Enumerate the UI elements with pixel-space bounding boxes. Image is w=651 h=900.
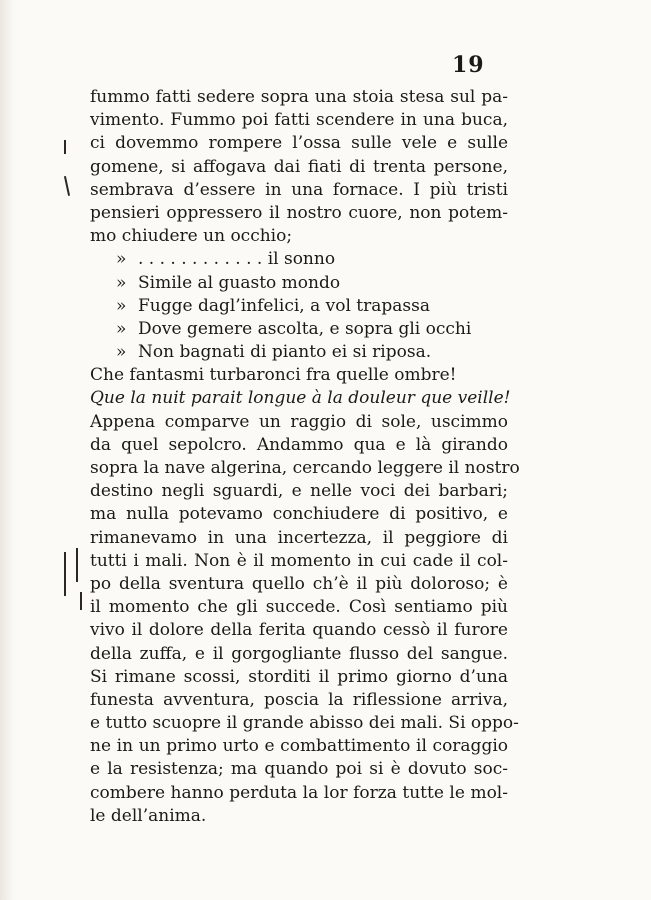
verse-line	[90, 341, 508, 364]
text-line: sembrava d’essere in una fornace. I più tristi	[90, 179, 508, 200]
verse-quote-mark: »	[116, 342, 127, 363]
text-line: il momento che gli succede. Così sentiamo più	[90, 597, 508, 618]
page-number: 19	[452, 52, 485, 78]
margin-pencil-mark	[64, 176, 70, 196]
text-line: Si rimane scossi, storditi il primo giorno d’una	[90, 666, 508, 687]
text-line: pensieri oppressero il nostro cuore, non potem-	[90, 202, 508, 223]
text-line: Che fantasmi turbaronci fra quelle ombre!	[90, 365, 457, 386]
page-edge-shadow	[0, 0, 14, 900]
text-line: da quel sepolcro. Andammo qua e là girando	[90, 434, 508, 455]
verse-quote-mark: »	[116, 295, 127, 316]
text-line: fummo fatti sedere sopra una stoia stesa sul pa-	[90, 87, 508, 107]
text-line: sopra la nave algerina, cercando leggere il nostro	[90, 458, 520, 478]
text-line: gomene, si affogava dai fiati di trenta persone,	[90, 156, 508, 177]
verse-text: . . . . . . . . . . . . il sonno	[138, 249, 336, 270]
margin-pencil-mark	[76, 548, 78, 582]
verse-text: Simile al guasto mondo	[138, 272, 341, 293]
margin-pencil-mark	[80, 592, 82, 610]
text-line: po della sventura quello ch’è il più doloroso; è	[90, 573, 508, 594]
text-line: tutti i mali. Non è il momento in cui cade il col-	[90, 550, 508, 571]
text-line: vimento. Fummo poi fatti scendere in una buca,	[90, 110, 508, 131]
text-line: ne in un primo urto e combattimento il coraggio	[90, 736, 508, 757]
text-line: ci dovemmo rompere l’ossa sulle vele e sulle	[90, 133, 508, 154]
page-body-text	[90, 86, 520, 828]
text-line: destino negli sguardi, e nelle voci dei barbari;	[90, 481, 508, 502]
text-line: funesta avventura, poscia la riflessione arriva,	[90, 689, 508, 710]
text-line: rimanevamo in una incertezza, il peggiore di	[90, 527, 508, 548]
verse-line	[90, 272, 508, 295]
text-line: e tutto scuopre il grande abisso dei mali. Si oppo-	[90, 713, 519, 734]
text-line: mo chiudere un occhio;	[90, 226, 293, 247]
verse-line	[90, 248, 508, 271]
verse-text: Dove gemere ascolta, e sopra gli occhi	[138, 318, 472, 339]
verse-quote-mark: »	[116, 318, 127, 339]
verse-text: Non bagnati di pianto ei si riposa.	[138, 342, 432, 363]
text-line: le dell’anima.	[90, 805, 207, 826]
text-line: ma nulla potevamo conchiudere di positivo, e	[90, 504, 508, 525]
verse-quote-mark: »	[116, 249, 127, 270]
text-line: combere hanno perduta la lor forza tutte le mol-	[90, 782, 508, 803]
margin-pencil-mark	[64, 140, 66, 154]
text-line: della zuffa, e il gorgogliante flusso del sangue.	[90, 643, 508, 664]
verse-quote-mark: »	[116, 272, 127, 293]
text-line: e la resistenza; ma quando poi si è dovuto soc-	[90, 759, 508, 780]
verse-line	[90, 318, 508, 341]
text-line: Que la nuit parait longue à la douleur que veille!	[90, 388, 511, 409]
text-line: vivo il dolore della ferita quando cessò il furore	[90, 620, 508, 641]
verse-line	[90, 295, 508, 318]
verse-text: Fugge dagl’infelici, a vol trapassa	[138, 295, 431, 316]
margin-pencil-mark	[64, 552, 66, 596]
text-line: Appena comparve un raggio di sole, uscimmo	[90, 411, 508, 432]
